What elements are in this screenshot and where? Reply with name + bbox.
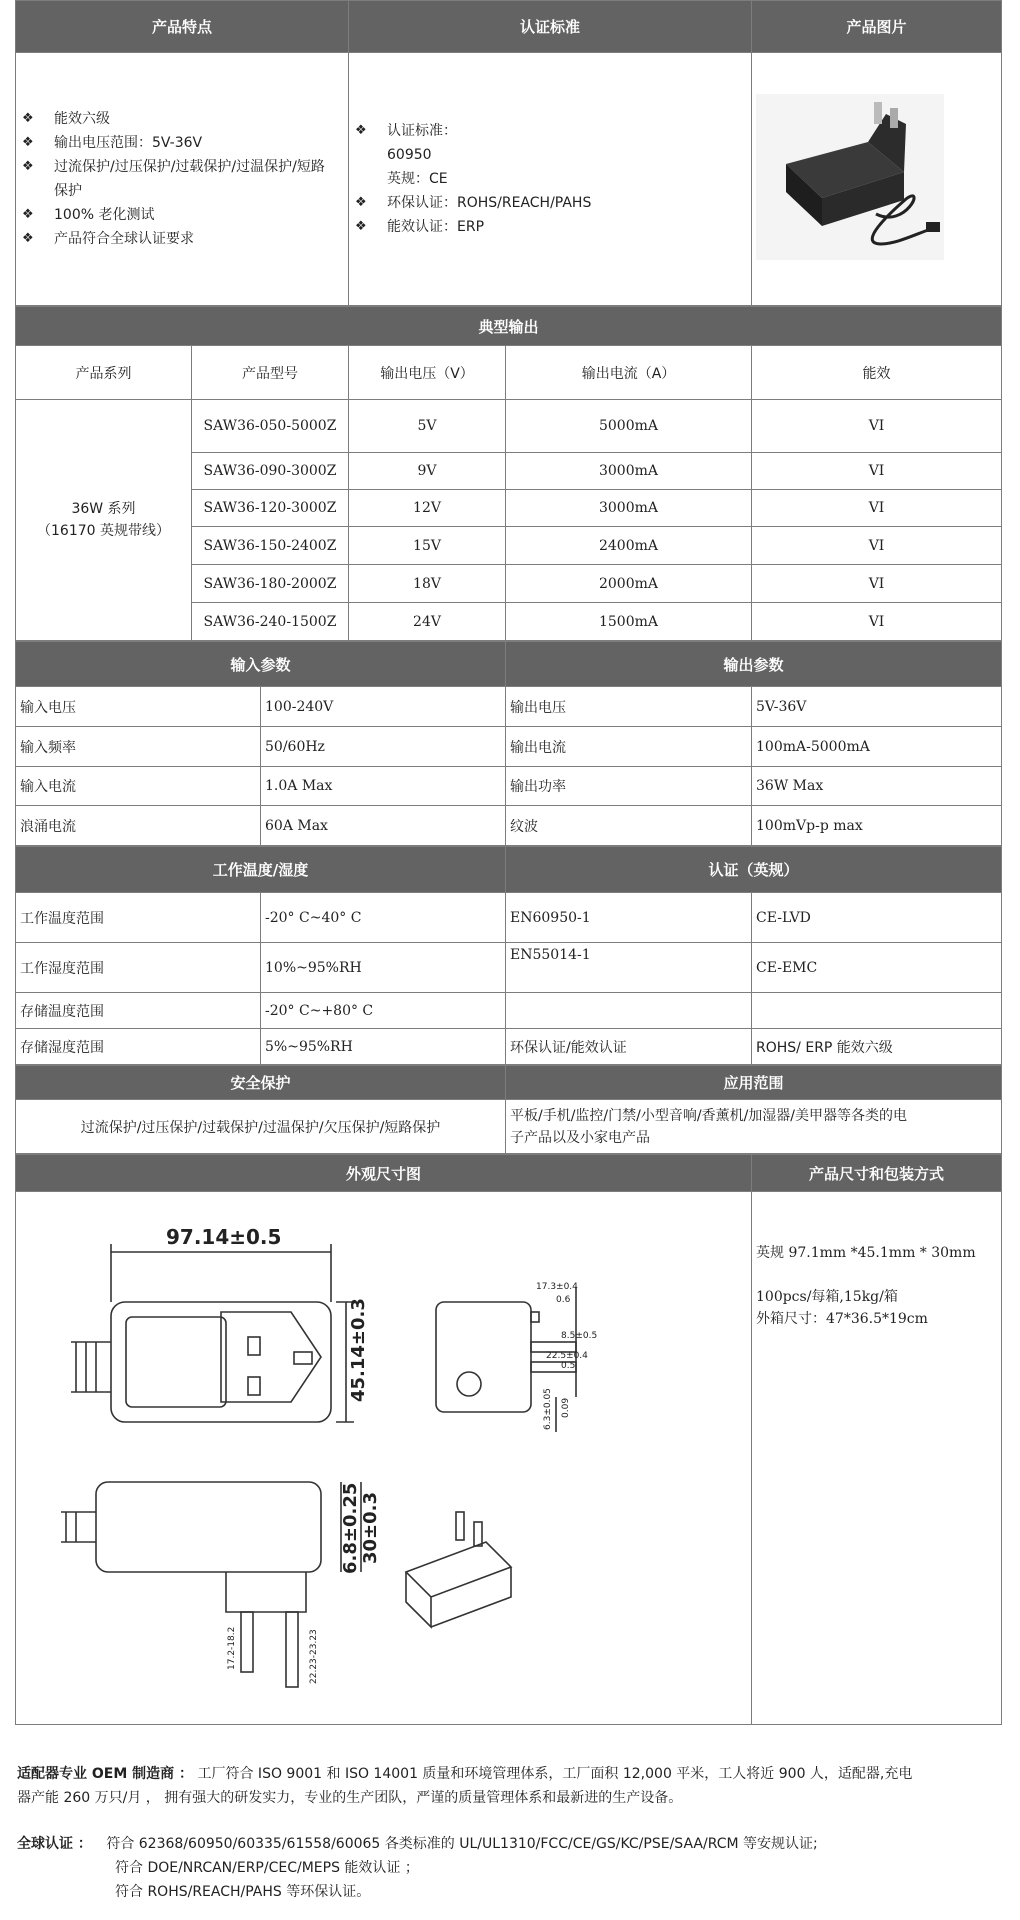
cert-mark: CE-LVD [752,893,1002,943]
param-label: 纹波 [506,806,752,846]
application-line: 平板/手机/监控/门禁/小型音响/香薰机/加湿器/美甲器等各类的电 [510,1107,908,1124]
dim-pin-e: 0.09 [561,1397,571,1418]
efficiency: VI [752,490,1002,527]
param-value: 60A Max [261,806,506,846]
cert-line2: 符合 DOE/NRCAN/ERP/CEC/MEPS 能效认证 ； [115,1860,419,1876]
model: SAW36-090-3000Z [192,453,349,490]
application-line: 子产品以及小家电产品 [510,1129,650,1146]
safety-text: 过流保护/过压保护/过载保护/过温保护/欠压保护/短路保护 [16,1100,506,1154]
safety-title: 安全保护 [16,1066,506,1100]
packaging-cell [752,1192,1002,1725]
input-params-title: 输入参数 [16,642,506,687]
spec-sheet [15,0,1001,1725]
param-value: 1.0A Max [261,767,506,806]
env-label: 工作温度范围 [16,893,261,943]
cert-item: 60950 [387,147,432,163]
cert-standard: EN60950-1 [506,893,752,943]
dim-length: 97.14±0.5 [166,1225,282,1249]
params-table [15,641,1002,846]
param-label: 输入电压 [16,687,261,727]
cert-item: ❖ 能效认证：ERP [353,215,747,239]
oem-line [17,1762,1007,1786]
feature-item: ❖ 过流保护/过压保护/过载保护/过温保护/短路保护 [20,155,344,203]
global-cert-line [17,1832,1007,1856]
series-cell [16,400,192,641]
current: 1500mA [506,603,752,641]
application-title: 应用范围 [506,1066,1002,1100]
param-label: 浪涌电流 [16,806,261,846]
env-value: -20° C~+80° C [261,993,506,1029]
dim-pin-top2: 0.6 [556,1295,571,1305]
voltage: 9V [349,453,506,490]
safety-table [15,1065,1002,1154]
feature-item: ❖ 100% 老化测试 [20,203,344,227]
pack-size: 英规 97.1mm *45.1mm * 30mm [756,1245,976,1261]
output-table [15,306,1002,641]
feature-table [15,0,1002,306]
features-header: 产品特点 [16,1,349,53]
oem-label: 适配器专业 OEM 制造商 ： [17,1766,194,1782]
dimension-drawing [16,1192,746,1720]
footer [17,1762,1007,1904]
col-efficiency: 能效 [752,346,1002,400]
photo-header: 产品图片 [752,1,1002,53]
application-text [506,1100,1002,1154]
series-desc: （16170 英规带线） [37,523,170,539]
model: SAW36-150-2400Z [192,527,349,565]
dim-pin-b: 22.5±0.4 [546,1351,588,1361]
cert-mark: ROHS/ ERP 能效六级 [752,1029,1002,1065]
env-table [15,846,1002,1065]
cert-line3: 符合 ROHS/REACH/PAHS 等环保认证。 [115,1884,371,1900]
cert-standard: 环保认证/能效认证 [506,1029,752,1065]
cert-item: ❖ 认证标准： [353,119,747,143]
model: SAW36-240-1500Z [192,603,349,641]
cert-item: 英规：CE [387,171,448,187]
packaging-title: 产品尺寸和包装方式 [752,1155,1002,1192]
env-value: -20° C~40° C [261,893,506,943]
pack-carton: 外箱尺寸：47*36.5*19cm [756,1311,928,1327]
col-voltage: 输出电压（V） [349,346,506,400]
param-value: 100mVp-p max [752,806,1002,846]
voltage: 5V [349,400,506,453]
cert-item: ❖ 环保认证：ROHS/REACH/PAHS [353,191,747,215]
cert-mark [752,993,1002,1029]
efficiency: VI [752,453,1002,490]
dim-pin-len2: 22.23-23.23 [309,1629,319,1684]
dims-table [15,1154,1002,1725]
efficiency: VI [752,603,1002,641]
efficiency: VI [752,527,1002,565]
cert-standard: EN55014-1 [506,943,752,993]
dim-pin-a: 8.5±0.5 [561,1331,598,1341]
features-cell [16,53,349,306]
env-label: 工作湿度范围 [16,943,261,993]
current: 3000mA [506,490,752,527]
voltage: 24V [349,603,506,641]
feature-item: ❖ 能效六级 [20,107,344,131]
env-label: 存储湿度范围 [16,1029,261,1065]
oem-text2: 器产能 260 万只/月 ， 拥有强大的研发实力，专业的生产团队，严谨的质量管理体系和最新进的生产设备。 [17,1790,683,1806]
current: 5000mA [506,400,752,453]
param-label: 输入频率 [16,727,261,767]
drawing-cell [16,1192,752,1725]
drawing-title: 外观尺寸图 [16,1155,752,1192]
cert-line1: 符合 62368/60950/60335/61558/60065 各类标准的 UL/UL1310/FCC/CE/GS/KC/PSE/SAA/RCM 等安规认证; [106,1836,818,1852]
param-value: 36W Max [752,767,1002,806]
col-series: 产品系列 [16,346,192,400]
current: 2000mA [506,565,752,603]
col-model: 产品型号 [192,346,349,400]
certs-header: 认证标准 [349,1,752,53]
env-label: 存储温度范围 [16,993,261,1029]
oem-text: 工厂符合 ISO 9001 和 ISO 14001 质量和环境管理体系，工厂面积 12,000 平米，工人将近 900 人，适配器,充电 [197,1766,913,1782]
dim-width: 45.14±0.3 [348,1298,369,1402]
current: 2400mA [506,527,752,565]
feature-item: ❖ 输出电压范围：5V-36V [20,131,344,155]
certs-cell [349,53,752,306]
voltage: 15V [349,527,506,565]
param-value: 100mA-5000mA [752,727,1002,767]
cert-standard [506,993,752,1029]
cert-mark: CE-EMC [752,943,1002,993]
param-label: 输出电压 [506,687,752,727]
dim-height1: 6.8±0.25 [340,1482,361,1574]
uk-cert-title: 认证（英规） [506,847,1002,893]
model: SAW36-120-3000Z [192,490,349,527]
param-label: 输出功率 [506,767,752,806]
efficiency: VI [752,400,1002,453]
efficiency: VI [752,565,1002,603]
dim-pin-d: 6.3±0.05 [543,1388,553,1430]
feature-item: ❖ 产品符合全球认证要求 [20,227,344,251]
dim-pin-len1: 17.2-18.2 [227,1626,237,1670]
param-label: 输入电流 [16,767,261,806]
voltage: 12V [349,490,506,527]
col-current: 输出电流（A） [506,346,752,400]
env-value: 5%~95%RH [261,1029,506,1065]
env-title: 工作温度/湿度 [16,847,506,893]
param-value: 5V-36V [752,687,1002,727]
output-title: 典型输出 [16,307,1002,346]
param-value: 50/60Hz [261,727,506,767]
model: SAW36-180-2000Z [192,565,349,603]
dim-height2: 30±0.3 [360,1491,381,1564]
model: SAW36-050-5000Z [192,400,349,453]
dim-pin-top: 17.3±0.4 [536,1282,578,1292]
adapter-photo [756,94,944,260]
pack-qty: 100pcs/每箱,15kg/箱 [756,1289,898,1305]
env-value: 10%~95%RH [261,943,506,993]
voltage: 18V [349,565,506,603]
output-params-title: 输出参数 [506,642,1002,687]
photo-cell [752,53,1002,306]
series-name: 36W 系列 [71,501,136,517]
certs-list [353,119,747,239]
features-list [20,107,344,251]
dim-pin-c: 0.5 [561,1361,576,1371]
cert-label: 全球认证 ： [17,1836,92,1852]
param-label: 输出电流 [506,727,752,767]
current: 3000mA [506,453,752,490]
param-value: 100-240V [261,687,506,727]
